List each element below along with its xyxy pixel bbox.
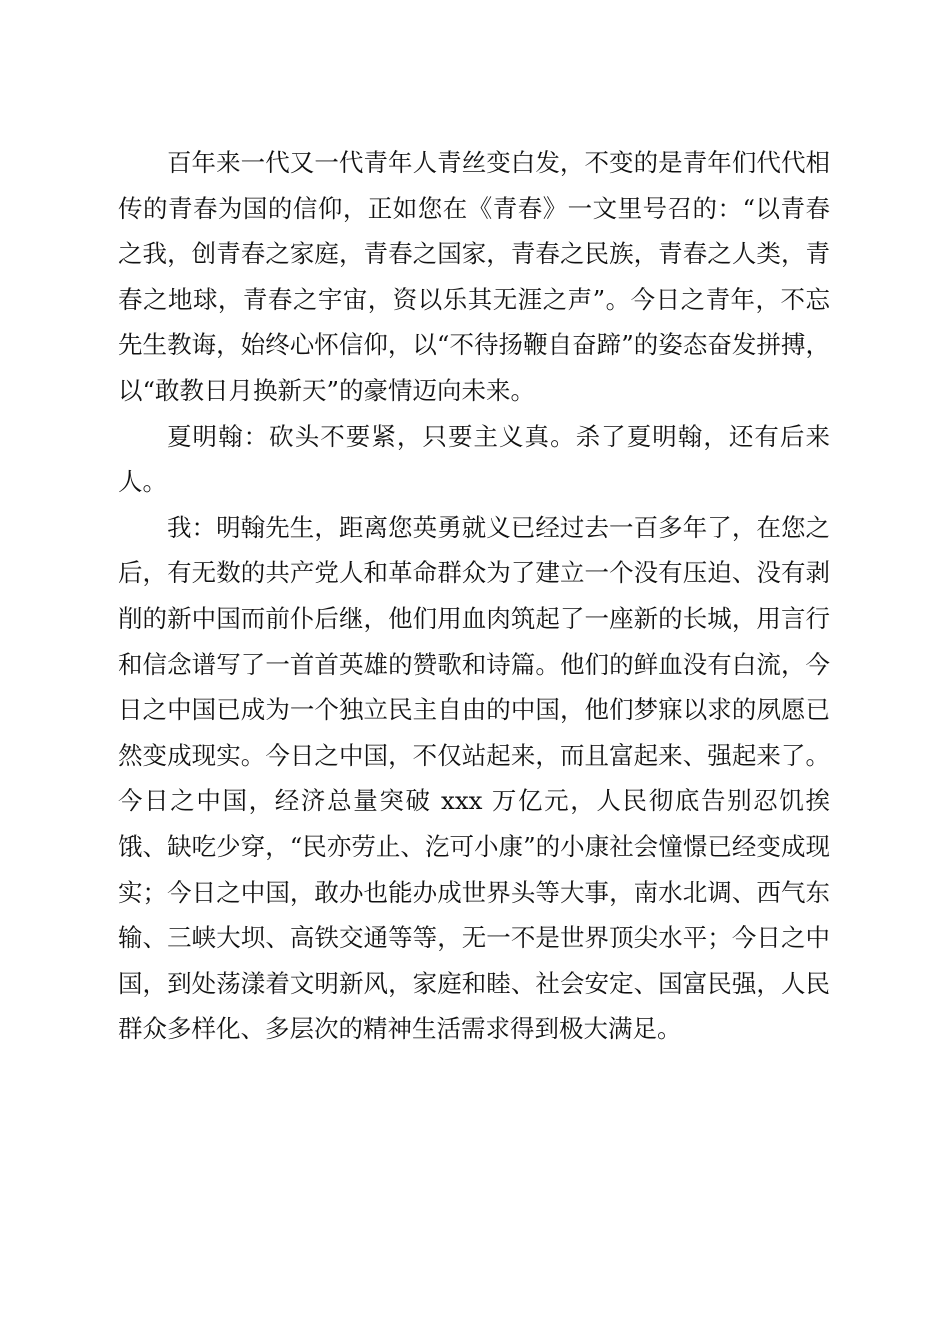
paragraph-reply-to-xia-minghan: 我：明翰先生，距离您英勇就义已经过去一百多年了，在您之后，有无数的共产党人和革命群众为了建立一个没有压迫、没有剥削的新中国而前仆后继，他们用血肉筑起了一座新的长城，用言行和信念谱写了一首首英雄的赞歌和诗篇。他们的鲜血没有白流，今日之中国已成为一个独立民主自由的中国，他们梦寐以求的夙愿已然变成现实。今日之中国，不仅站起来，而且富起来、强起来了。今日之中国，经济总量突破 xxx 万亿元，人民彻底告别忍饥挨饿、缺吃少穿，“民亦劳止、汔可小康”的小康社会憧憬已经变成现实；今日之中国，敢办也能办成世界头等大事，南水北调、西气东输、三峡大坝、高铁交通等等，无一不是世界顶尖水平；今日之中国，到处荡漾着文明新风，家庭和睦、社会安定、国富民强，人民群众多样化、多层次的精神生活需求得到极大满足。 bbox=[118, 512, 830, 1044]
document-body bbox=[118, 140, 830, 1052]
paragraph-xia-minghan-quote: 夏明翰：砍头不要紧，只要主义真。杀了夏明翰，还有后来人。 bbox=[118, 421, 830, 497]
paragraph-youth-belief: 百年来一代又一代青年人青丝变白发，不变的是青年们代代相传的青春为国的信仰，正如您在《青春》一文里号召的：“以青春之我，创青春之家庭，青春之国家，青春之民族，青春之人类，青春之地球，青春之宇宙，资以乐其无涯之声”。今日之青年，不忘先生教诲，始终心怀信仰，以“不待扬鞭自奋蹄”的姿态奋发拼搏，以“敢教日月换新天”的豪情迈向未来。 bbox=[118, 148, 830, 405]
